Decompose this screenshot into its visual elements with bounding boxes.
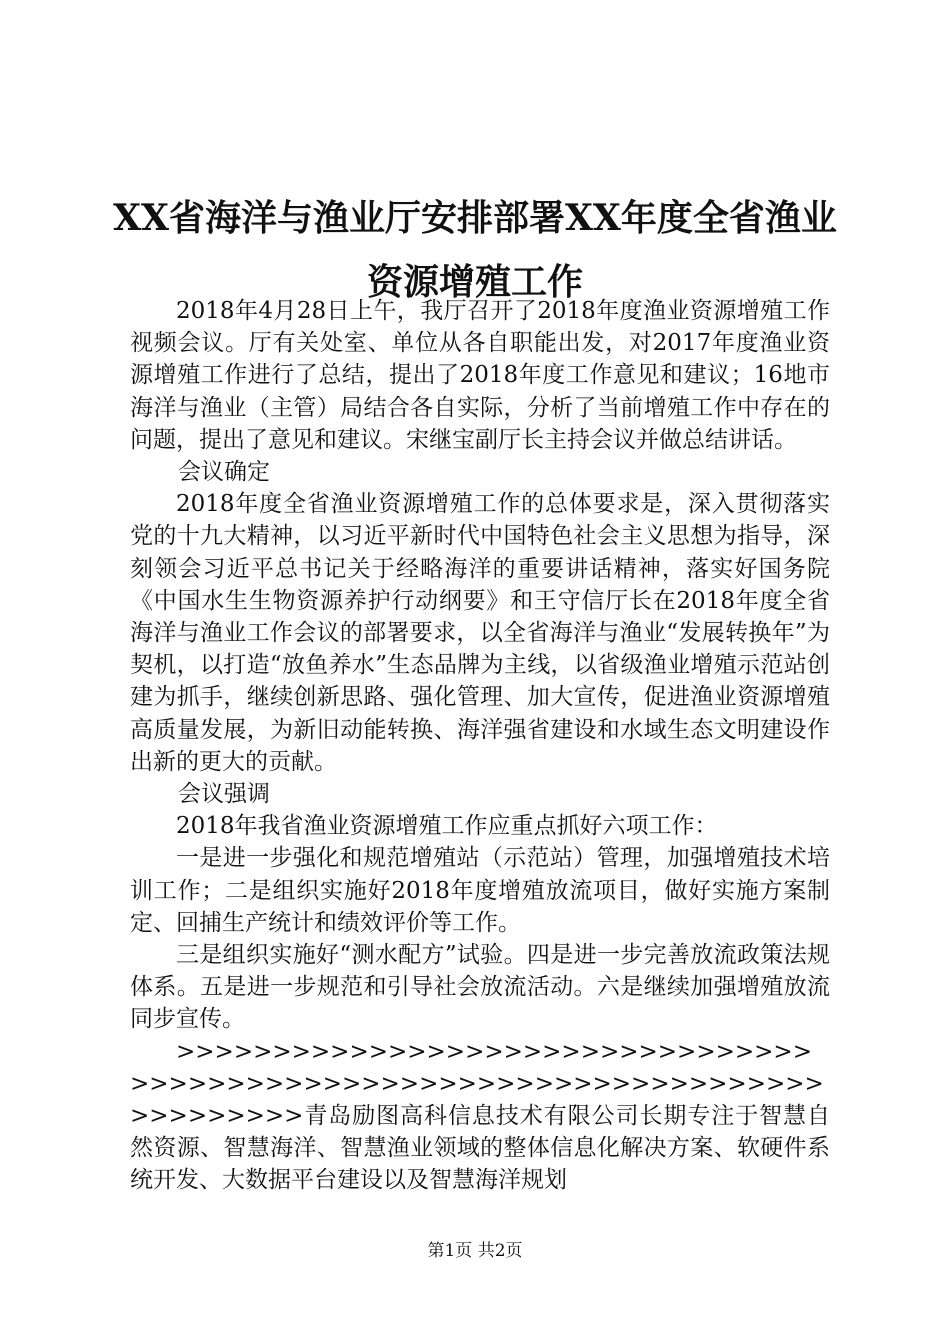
title-line-2: 资源增殖工作 bbox=[366, 261, 583, 303]
paragraph-tasks-one-two: 一是进一步强化和规范增殖站（示范站）管理，加强增殖技术培训工作；二是组织实施好2018年度增殖放流项目，做好实施方案制定、回捕生产统计和绩效评价等工作。 bbox=[130, 845, 830, 936]
paragraph-heading-emphasized: 会议强调 bbox=[178, 781, 270, 808]
paragraph-meeting-intro: 2018年4月28日上午，我厅召开了2018年度渔业资源增殖工作视频会议。厅有关处室、单位从各自职能出发，对2017年度渔业资源增殖工作进行了总结，提出了2018年度工作意见和建议；16地市海洋与渔业（主管）局结合各自实际，分析了当前增殖工作中存在的问题，提出了意见和建议。宋继宝副厅长主持会议并做总结讲话。 bbox=[130, 298, 830, 453]
title-line-1: XX省海洋与渔业厅安排部署XX年度全省渔业 bbox=[113, 197, 837, 239]
paragraph-six-tasks-intro: 2018年我省渔业资源增殖工作应重点抓好六项工作： bbox=[176, 813, 718, 840]
page-footer: 第1页 共2页 bbox=[427, 1241, 523, 1261]
paragraph-company-note: >>>>>>>>>>>>>>>>>>>>>>>>>>>>>>>>>>>>>>>>>>>>>>>>>>>>>>>>>>>>>>>>>>>>>>>>>>>>>>青岛励图高科信息技术有限公司长期专注于智慧自然资源、智慧海洋、智慧渔业领域的整体信息化解决方案、软硬件系统开发、大数据平台建设以及智慧海洋规划 bbox=[130, 1038, 830, 1194]
document-body bbox=[130, 295, 830, 1197]
paragraph-tasks-three-six: 三是组织实施好“测水配方”试验。四是进一步完善放流政策法规体系。五是进一步规范和引导社会放流活动。六是继续加强增殖放流同步宣传。 bbox=[130, 942, 830, 1033]
paragraph-heading-decided: 会议确定 bbox=[178, 459, 270, 486]
paragraph-overall-requirements: 2018年度全省渔业资源增殖工作的总体要求是，深入贯彻落实党的十九大精神，以习近平新时代中国特色社会主义思想为指导，深刻领会习近平总书记关于经略海洋的重要讲话精神，落实好国务院《中国水生生物资源养护行动纲要》和王守信厅长在2018年度全省海洋与渔业工作会议的部署要求，以全省海洋与渔业“发展转换年”为契机，以打造“放鱼养水”生态品牌为主线，以省级渔业增殖示范站创建为抓手，继续创新思路、强化管理、加大宣传，促进渔业资源增殖高质量发展，为新旧动能转换、海洋强省建设和水域生态文明建设作出新的更大的贡献。 bbox=[130, 491, 830, 775]
